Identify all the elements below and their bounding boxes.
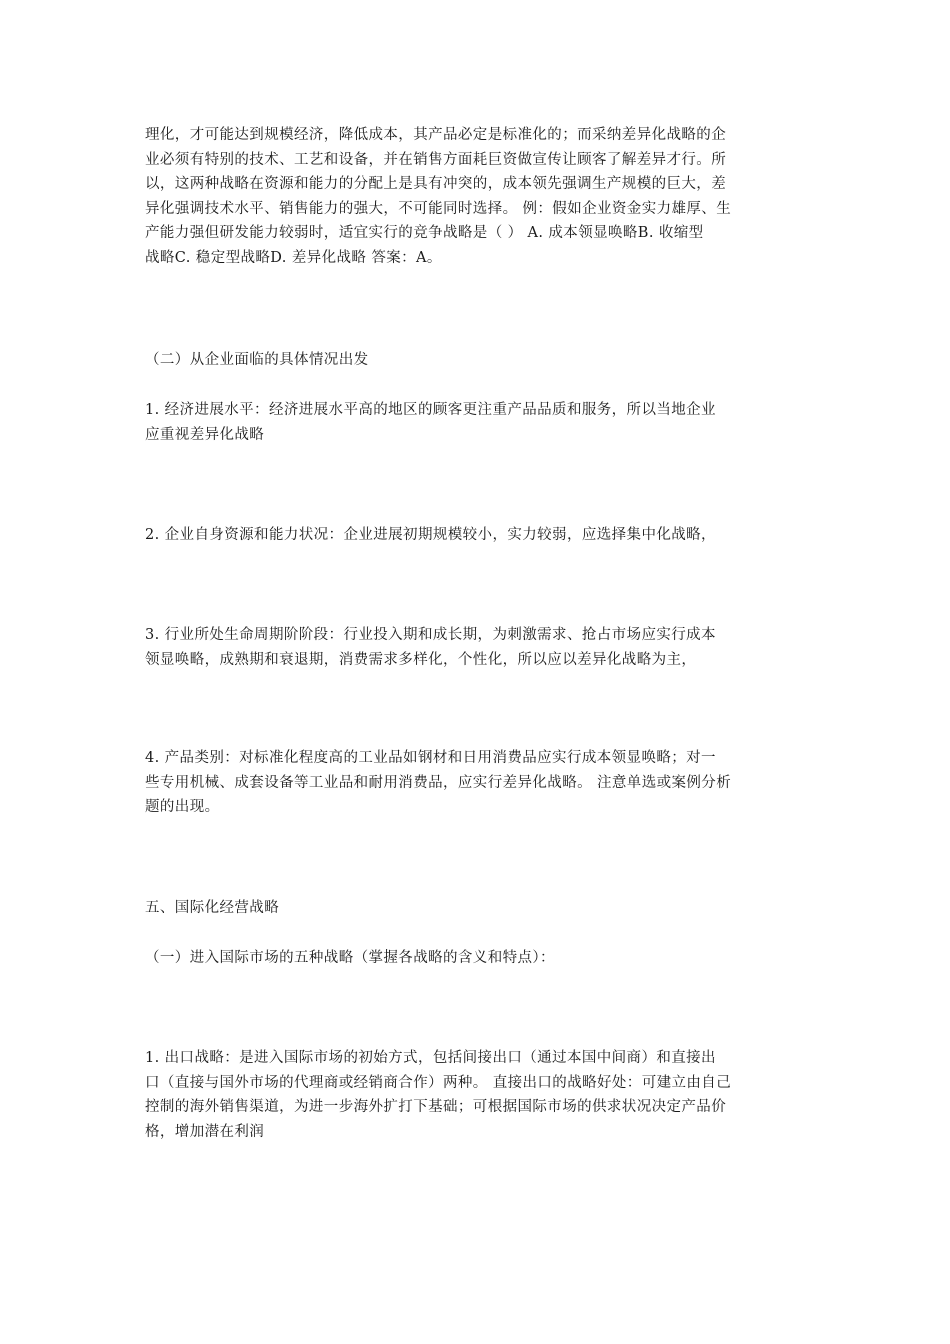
paragraph-economic-level	[145, 398, 807, 447]
text-line: 理化，才可能达到规模经济，降低成本，其产品必定是标准化的；而采纳差异化战略的企	[145, 127, 727, 143]
paragraph-strategy-conflict	[145, 123, 807, 270]
text-line: 3. 行业所处生命周期阶阶段：行业投入期和成长期，为刺激需求、抢占市场应实行成本	[145, 627, 716, 643]
text-line: 口（直接与国外市场的代理商或经销商合作）两种。 直接出口的战略好处：可建立由自己	[145, 1074, 732, 1091]
text-line: 业必须有特别的技术、工艺和设备，并在销售方面耗巨资做宣传让顾客了解差异才行。所	[145, 151, 727, 168]
paragraph-export-strategy	[145, 1046, 807, 1144]
text-line: 产能力强但研发能力较弱时，适宜实行的竞争战略是（ ） A. 成本领显唤略B. 收缩型	[145, 225, 704, 241]
text-line: 格，增加潜在利润	[145, 1123, 265, 1140]
text-line: （一）进入国际市场的五种战略（掌握各战略的含义和特点）：	[145, 950, 555, 966]
section-heading-specific-situation	[145, 348, 807, 373]
text-line: 五、国际化经营战略	[145, 900, 280, 916]
section-heading-international	[145, 896, 807, 921]
section-heading-five-strategies	[145, 946, 807, 971]
text-line: （二）从企业面临的具体情况出发	[145, 352, 369, 368]
text-line: 战略C. 稳定型战略D. 差异化战略 答案：A。	[145, 249, 442, 266]
text-line: 控制的海外销售渠道，为进一步海外扩打下基础；可根据国际市场的供求状况决定产品价	[145, 1099, 727, 1115]
paragraph-lifecycle	[145, 623, 807, 672]
text-line: 以，这两种战略在资源和能力的分配上是具有冲突的，成本领先强调生产规模的巨大，差	[145, 176, 727, 192]
text-line: 题的出现。	[145, 799, 220, 815]
text-line: 应重视差异化战略	[145, 426, 265, 443]
paragraph-resources	[145, 523, 807, 548]
text-line: 1. 经济进展水平：经济进展水平高的地区的顾客更注重产品品质和服务，所以当地企业	[145, 402, 716, 418]
text-line: 1. 出口战略：是进入国际市场的初始方式，包括间接出口（通过本国中间商）和直接出	[145, 1050, 716, 1066]
text-line: 领显唤略，成熟期和衰退期，消费需求多样化，个性化，所以应以差异化战略为主，	[145, 651, 697, 668]
text-line: 异化强调技术水平、销售能力的强大，不可能同时选择。 例：假如企业资金实力雄厚、生	[145, 200, 732, 217]
paragraph-product-category	[145, 746, 807, 820]
text-line: 些专用机械、成套设备等工业品和耐用消费品，应实行差异化战略。 注意单选或案例分析	[145, 774, 732, 791]
text-line: 4. 产品类别：对标准化程度高的工业品如钢材和日用消费品应实行成本领显唤略；对一	[145, 750, 716, 766]
text-line: 2. 企业自身资源和能力状况：企业进展初期规模较小，实力较弱，应选择集中化战略，	[145, 527, 716, 543]
